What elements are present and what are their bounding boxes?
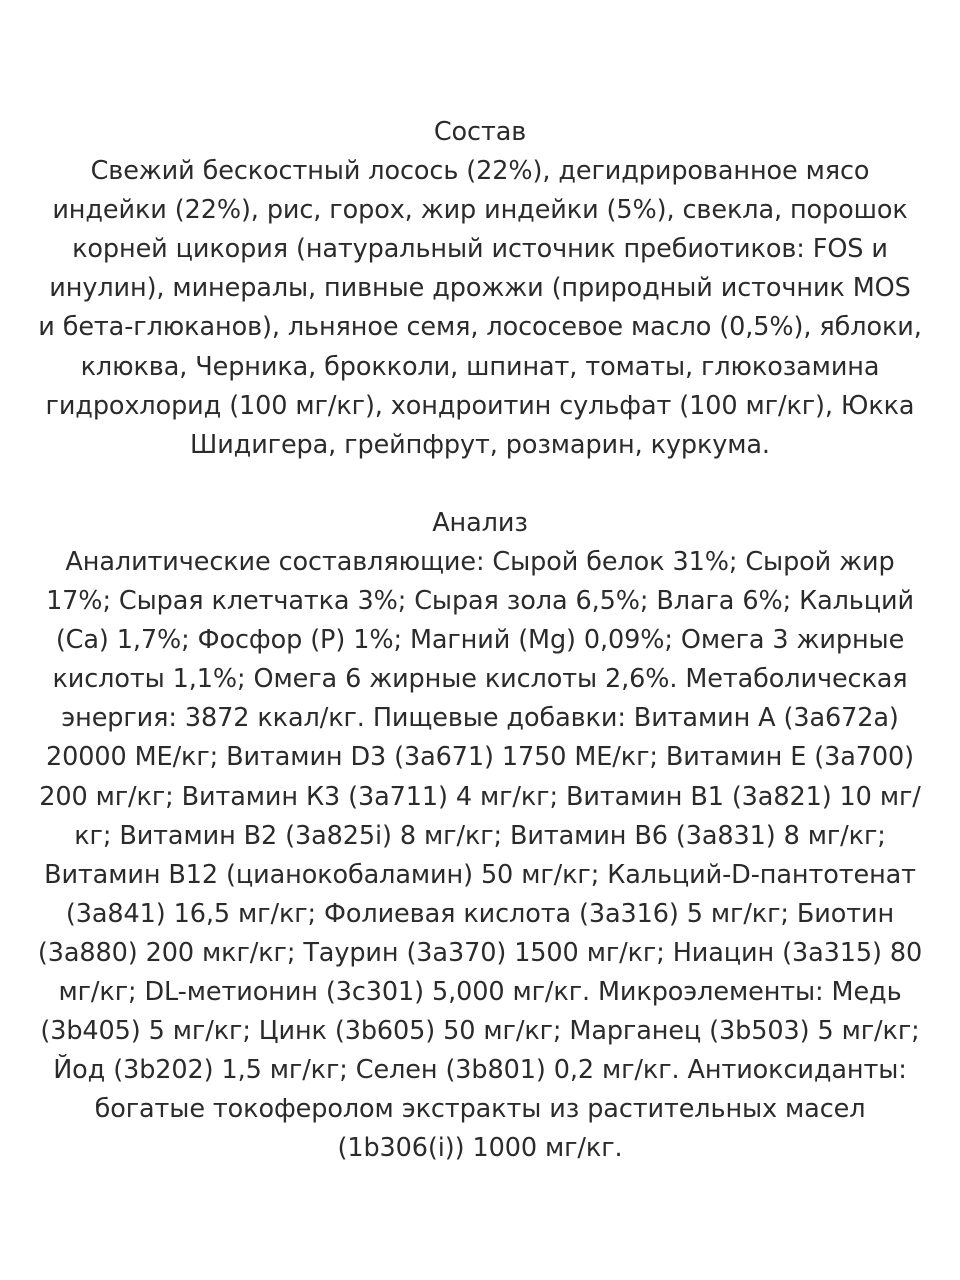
analysis-line: (3b405) 5 мг/кг; Цинк (3b605) 50 мг/кг; Марганец (3b503) 5 мг/кг; (40, 1016, 920, 1047)
analysis-line: (1b306(i)) 1000 мг/кг. (337, 1133, 623, 1164)
composition-line: и бета-глюканов), льняное семя, лососевое масло (0,5%), яблоки, (38, 312, 922, 343)
analysis-line: 20000 МЕ/кг; Витамин D3 (3a671) 1750 МЕ/кг; Витамин Е (3a700) (46, 742, 914, 773)
composition-text (28, 152, 932, 465)
analysis-line: 17%; Сырая клетчатка 3%; Сырая зола 6,5%; Влага 6%; Кальций (46, 586, 914, 617)
composition-line: индейки (22%), рис, горох, жир индейки (5%), свекла, порошок (52, 195, 908, 226)
analysis-text (28, 543, 932, 1169)
section-spacer (28, 465, 932, 504)
analysis-line: мг/кг; DL-метионин (3c301) 5,000 мг/кг. Микроэлементы: Медь (58, 976, 902, 1007)
analysis-line: энергия: 3872 ккал/кг. Пищевые добавки: Витамин А (3a672a) (61, 703, 899, 734)
analysis-line: 200 мг/кг; Витамин К3 (3a711) 4 мг/кг; Витамин В1 (3a821) 10 мг/ (39, 781, 921, 812)
composition-section (28, 113, 932, 465)
composition-line: Шидигера, грейпфрут, розмарин, куркума. (190, 429, 770, 460)
composition-line: клюква, Черника, брокколи, шпинат, томаты, глюкозамина (80, 351, 880, 382)
analysis-title: Анализ (432, 507, 528, 538)
composition-line: Свежий бескостный лосось (22%), дегидрированное мясо (90, 156, 870, 187)
analysis-line: (3a841) 16,5 мг/кг; Фолиевая кислота (3a316) 5 мг/кг; Биотин (65, 898, 895, 929)
composition-line: корней цикория (натуральный источник пребиотиков: FOS и (72, 234, 888, 265)
analysis-line: Витамин В12 (цианокобаламин) 50 мг/кг; Кальций-D-пантотенат (44, 859, 916, 890)
analysis-line: Аналитические составляющие: Сырой белок 31%; Сырой жир (65, 546, 895, 577)
analysis-line: Йод (3b202) 1,5 мг/кг; Селен (3b801) 0,2 мг/кг. Антиоксиданты: (53, 1055, 907, 1086)
composition-line: инулин), минералы, пивные дрожжи (природный источник MOS (49, 273, 911, 304)
composition-title: Состав (433, 117, 527, 147)
analysis-section (28, 504, 932, 1169)
composition-line: гидрохлорид (100 мг/кг), хондроитин сульфат (100 мг/кг), Юкка (45, 390, 915, 421)
analysis-line: (3a880) 200 мкг/кг; Таурин (3a370) 1500 мг/кг; Ниацин (3a315) 80 (37, 937, 923, 968)
analysis-line: богатые токоферолом экстракты из растительных масел (94, 1094, 866, 1125)
analysis-line: кг; Витамин В2 (3a825i) 8 мг/кг; Витамин В6 (3a831) 8 мг/кг; (74, 820, 886, 851)
analysis-line: (Ca) 1,7%; Фосфор (P) 1%; Магний (Mg) 0,09%; Омега 3 жирные (55, 625, 905, 656)
analysis-line: кислоты 1,1%; Омега 6 жирные кислоты 2,6%. Метаболическая (52, 664, 908, 695)
